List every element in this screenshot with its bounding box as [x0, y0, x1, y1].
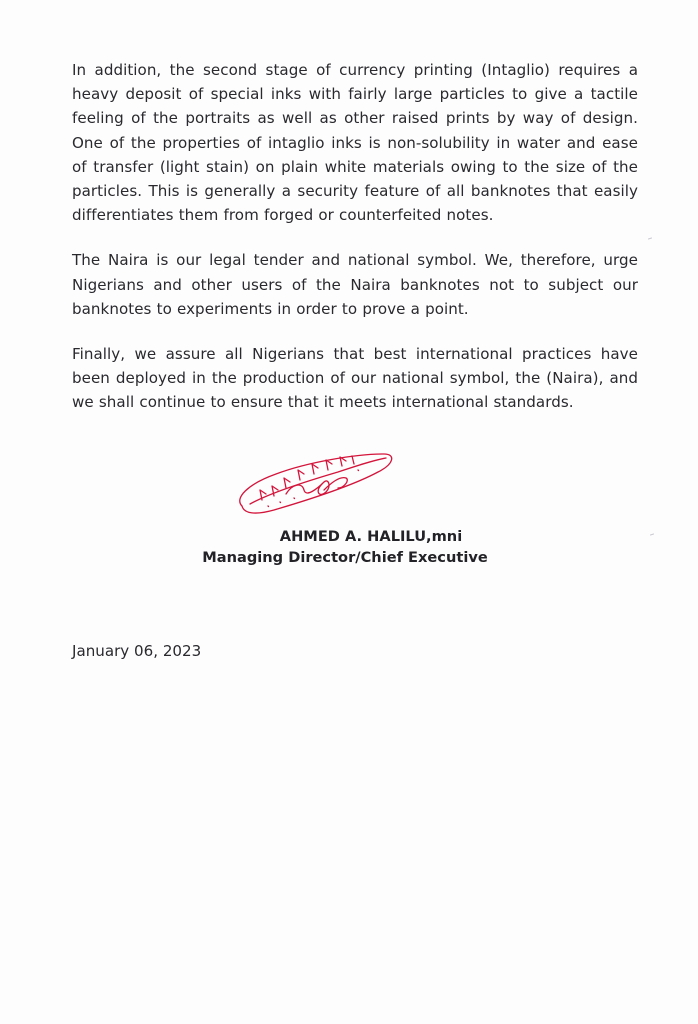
- letter-body: [72, 58, 638, 436]
- paragraph-intaglio: In addition, the second stage of currency printing (Intaglio) requires a heavy deposit of special inks with fairly large particles to give a tactile feeling of the portraits as well as other raised prints by way of design. One of the properties of intaglio inks is non-solubility in water and ease of transfer (light stain) on plain white materials owing to the size of the particles. This is generally a security feature of all banknotes that easily differentiates them from forged or counterfeited notes.: [72, 61, 638, 225]
- scan-speck: [648, 237, 652, 239]
- paragraph-legal-tender: The Naira is our legal tender and national symbol. We, therefore, urge Nigerians and other users of the Naira banknotes not to subject our banknotes to experiments in order to prove a point.: [72, 251, 638, 318]
- signatory-title: Managing Director/Chief Executive: [202, 549, 488, 566]
- signatory-name: AHMED A. HALILU,mni: [279, 528, 463, 545]
- paragraph-assurance: Finally, we assure all Nigerians that best international practices have been deployed in the production of our national symbol, the (Naira), and we shall continue to ensure that it meets international standards.: [72, 345, 638, 412]
- signature-image: [228, 448, 398, 524]
- letter-date: January 06, 2023: [72, 642, 202, 660]
